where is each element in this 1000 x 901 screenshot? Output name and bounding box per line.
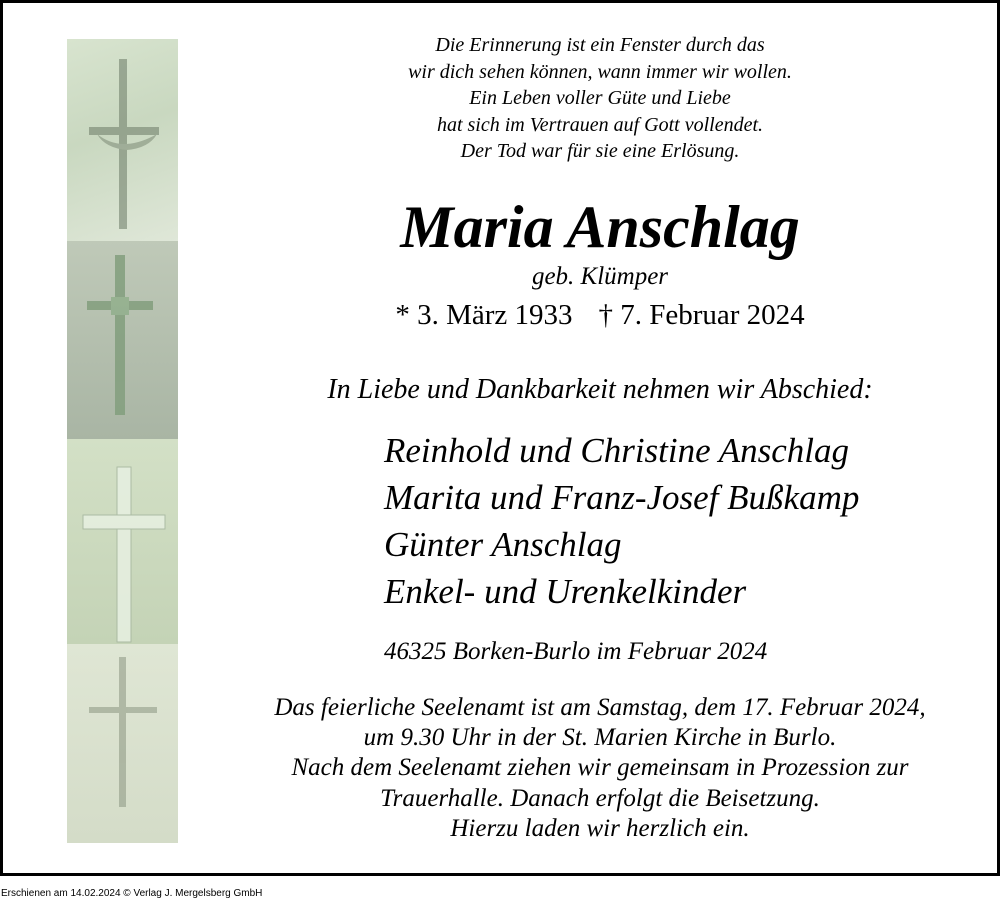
farewell-line: In Liebe und Dankbarkeit nehmen wir Abschied: — [327, 374, 873, 405]
service-line: Nach dem Seelenamt ziehen wir gemeinsam in Prozession zur — [291, 754, 909, 782]
poem-line: Die Erinnerung ist ein Fenster durch das — [435, 34, 765, 56]
mourner-entry: Marita und Franz-Josef Bußkamp — [384, 478, 860, 517]
cross-icon — [89, 59, 159, 229]
death-date: † 7. Februar 2024 — [598, 299, 805, 331]
service-line: Trauerhalle. Danach erfolgt die Beisetzung. — [380, 784, 820, 812]
memorial-poem — [175, 32, 1000, 165]
cross-icon — [83, 467, 165, 642]
cross-icon — [89, 657, 157, 807]
deceased-name: Maria Anschlag — [400, 194, 800, 260]
service-line: um 9.30 Uhr in der St. Marien Kirche in Burlo. — [363, 724, 837, 752]
cross-icons — [67, 39, 178, 843]
place-date: 46325 Borken-Burlo im Februar 2024 — [384, 638, 768, 665]
mourners-list — [384, 427, 859, 615]
mourner-entry: Enkel- und Urenkelkinder — [384, 572, 747, 611]
publication-footer: Erschienen am 14.02.2024 © Verlag J. Mergelsberg GmbH — [1, 888, 263, 899]
mourner-entry: Günter Anschlag — [384, 525, 622, 564]
poem-line: hat sich im Vertrauen auf Gott vollendet. — [436, 113, 764, 136]
birth-date: * 3. März 1933 — [395, 299, 573, 331]
service-info — [175, 693, 1000, 844]
poem-line: wir dich sehen können, wann immer wir wollen. — [408, 60, 792, 83]
cross-icon — [87, 255, 153, 415]
life-dates — [175, 295, 1000, 335]
poem-line: Ein Leben voller Güte und Liebe — [469, 87, 731, 109]
service-line: Das feierliche Seelenamt ist am Samstag, dem 17. Februar 2024, — [274, 694, 926, 721]
mourner-entry: Reinhold und Christine Anschlag — [384, 431, 850, 470]
cross-image-strip — [67, 39, 178, 843]
poem-line: Der Tod war für sie eine Erlösung. — [460, 140, 740, 162]
service-line: Hierzu laden wir herzlich ein. — [450, 814, 750, 842]
birth-name: geb. Klümper — [531, 263, 669, 290]
